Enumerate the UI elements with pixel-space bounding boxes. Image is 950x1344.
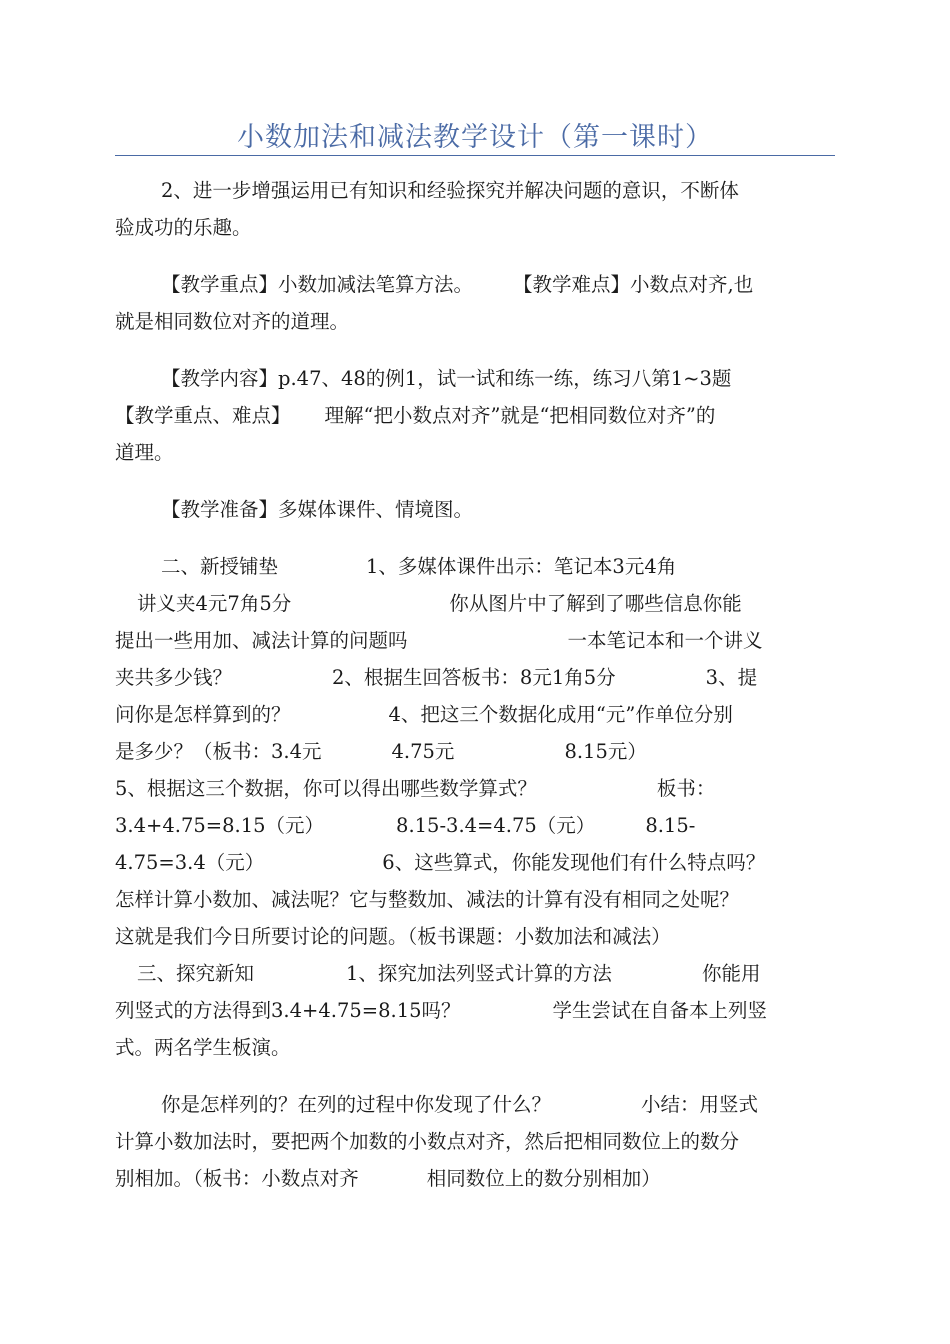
- paragraph-content-line: 道理。: [115, 441, 174, 464]
- step-text: 5、根据这三个数据，你可以得出哪些数学算式？: [115, 777, 537, 800]
- step-text: 你能用: [701, 962, 761, 985]
- paragraph-new-lesson-line: [115, 659, 835, 696]
- step-text: 8.15元）: [564, 740, 647, 763]
- paragraph-new-lesson-line: [115, 955, 835, 992]
- equation-text: 4.75=3.4（元）: [115, 851, 265, 874]
- key-point-text: 【教学重点】小数加减法笔算方法。: [161, 273, 474, 296]
- paragraph-new-lesson-line: [115, 770, 835, 807]
- paragraph-summary-line: [115, 1086, 835, 1123]
- paragraph-new-lesson-line: [115, 585, 835, 622]
- paragraph-new-lesson-line: [115, 696, 835, 733]
- paragraph-new-lesson-line: [115, 807, 835, 844]
- step-text: 1、探究加法列竖式计算的方法: [346, 962, 612, 985]
- paragraph-content-line: [115, 397, 835, 434]
- paragraph-new-lesson-line: [115, 733, 835, 770]
- step-text: 学生尝试在自备本上列竖: [552, 999, 768, 1022]
- question-text: 你是怎样列的？在列的过程中你发现了什么？: [161, 1093, 552, 1116]
- step-text: 是多少？（板书：3.4元: [115, 740, 322, 763]
- section-heading: 二、新授铺垫: [161, 555, 279, 578]
- paragraph-content-line: 【教学内容】p.47、48的例1，试一试和练一练，练习八第1~3题: [161, 367, 732, 390]
- paragraph-key-points-line: 就是相同数位对齐的道理。: [115, 310, 350, 333]
- step-text: 问你是怎样算到的？: [115, 703, 291, 726]
- key-difficult-label: 【教学重点、难点】: [115, 404, 291, 427]
- step-text: 夹共多少钱？: [115, 666, 233, 689]
- step-text: 6、这些算式，你能发现他们有什么特点吗？: [382, 851, 766, 874]
- paragraph-new-lesson-line: [115, 622, 835, 659]
- paragraph-preparation: 【教学准备】多媒体课件、情境图。: [161, 498, 474, 521]
- paragraph-new-lesson-line: [115, 992, 835, 1029]
- step-text: 板书：: [656, 777, 716, 800]
- step-text: 你从图片中了解到了哪些信息你能: [449, 592, 742, 615]
- step-text: 4.75元: [391, 740, 455, 763]
- key-difficult-text: 理解“把小数点对齐”就是“把相同数位对齐”的: [324, 404, 716, 427]
- paragraph-objective-line: 2、进一步增强运用已有知识和经验探究并解决问题的意识，不断体: [161, 179, 739, 202]
- step-text: 3、提: [705, 666, 758, 689]
- paragraph-new-lesson-line: 式。两名学生板演。: [115, 1036, 291, 1059]
- paragraph-new-lesson-line: 这就是我们今日所要讨论的问题。（板书课题：小数加法和减法）: [115, 925, 671, 948]
- step-text: 1、多媒体课件出示：笔记本3元4角: [366, 555, 677, 578]
- summary-label: 小结：用竖式: [641, 1093, 759, 1116]
- document-body: [115, 172, 835, 1197]
- equation-text: 8.15-3.4=4.75（元）: [396, 814, 596, 837]
- page-title: 小数加法和减法教学设计（第一课时）: [237, 122, 713, 153]
- equation-text: 3.4+4.75=8.15（元）: [115, 814, 325, 837]
- summary-text: 相同数位上的数分别相加）: [426, 1167, 661, 1190]
- step-text: 提出一些用加、减法计算的问题吗: [115, 629, 408, 652]
- paragraph-objective-line: 验成功的乐趣。: [115, 216, 252, 239]
- step-text: 一本笔记本和一个讲义: [567, 629, 763, 652]
- paragraph-new-lesson-line: [115, 844, 835, 881]
- step-text: 2、根据生回答板书：8元1角5分: [332, 666, 616, 689]
- step-text: 讲义夹4元7角5分: [137, 592, 292, 615]
- paragraph-summary-line: [115, 1160, 835, 1197]
- summary-text: 别相加。（板书：小数点对齐: [115, 1167, 359, 1190]
- equation-text: 8.15-: [645, 814, 696, 837]
- step-text: 列竖式的方法得到3.4+4.75=8.15吗？: [115, 999, 461, 1022]
- section-heading: 三、探究新知: [137, 962, 255, 985]
- paragraph-new-lesson-line: 怎样计算小数加、减法呢？它与整数加、减法的计算有没有相同之处呢？: [115, 888, 740, 911]
- paragraph-new-lesson-line: [115, 548, 835, 585]
- step-text: 4、把这三个数据化成用“元”作单位分别: [388, 703, 733, 726]
- title-underline: [115, 155, 835, 156]
- difficulty-text: 【教学难点】小数点对齐,也: [513, 273, 754, 296]
- paragraph-summary-line: 计算小数加法时，要把两个加数的小数点对齐，然后把相同数位上的数分: [115, 1130, 740, 1153]
- paragraph-key-points-line: [115, 266, 835, 303]
